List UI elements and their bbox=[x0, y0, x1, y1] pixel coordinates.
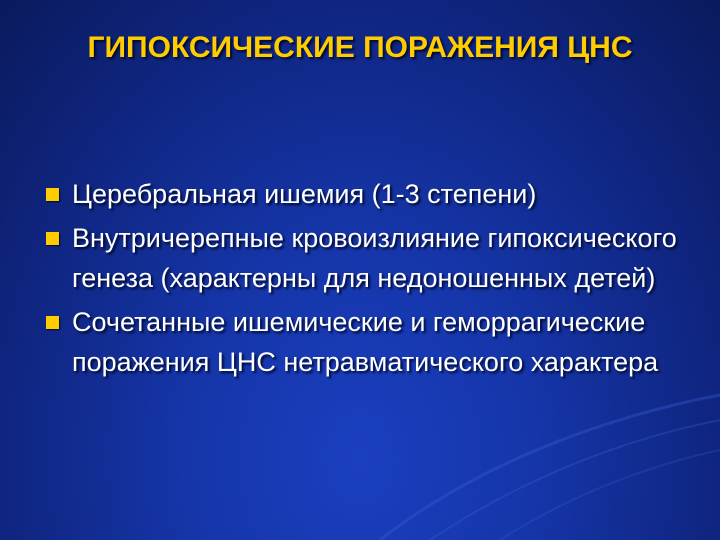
square-bullet-icon bbox=[46, 316, 59, 329]
bullet-text: Внутричерепные кровоизлияние гипоксического генеза (характерны для недоношенных детей) bbox=[72, 223, 677, 293]
bullet-item bbox=[44, 174, 694, 214]
bullet-list bbox=[44, 174, 694, 386]
square-bullet-icon bbox=[46, 232, 59, 245]
square-bullet-icon bbox=[46, 188, 59, 201]
bullet-text: Церебральная ишемия (1-3 степени) bbox=[72, 179, 537, 209]
bullet-item bbox=[44, 218, 694, 298]
bullet-text: Сочетанные ишемические и геморрагические поражения ЦНС нетравматического характера bbox=[72, 307, 659, 377]
slide-title: ГИПОКСИЧЕСКИЕ ПОРАЖЕНИЯ ЦНС bbox=[87, 31, 633, 64]
bullet-item bbox=[44, 302, 694, 382]
